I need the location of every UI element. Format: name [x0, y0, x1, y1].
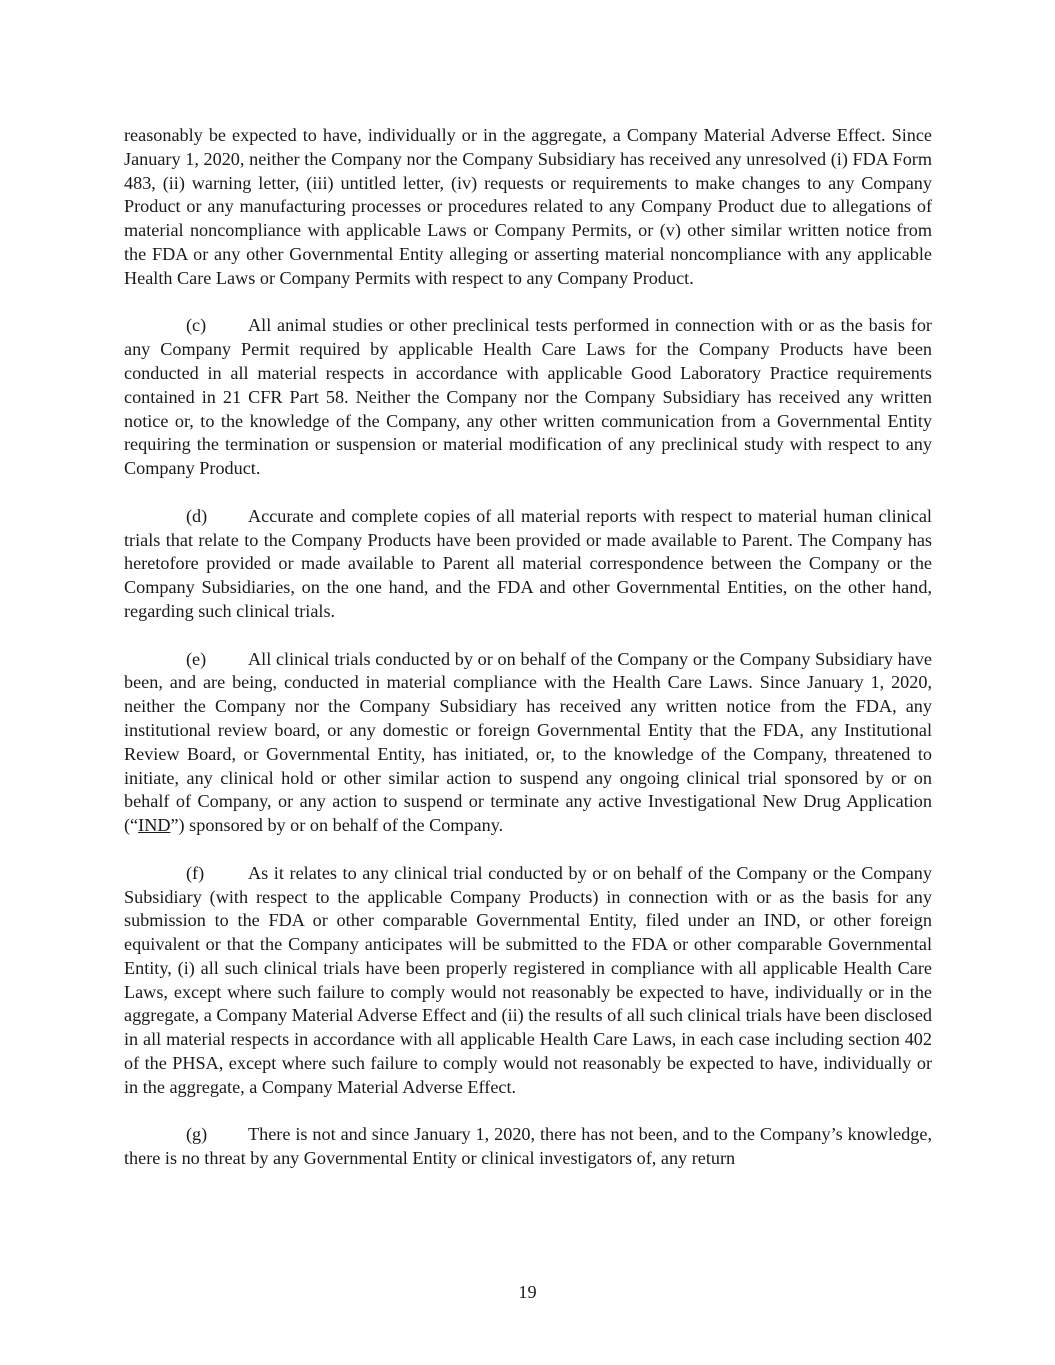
paragraph-text: reasonably be expected to have, individually or in the aggregate, a Company Material Adverse Effect. Since January 1, 2020, neither the Company nor the Company Subsidiary has received any unresolved (i) FDA Form 483, (ii) warning letter, (iii) untitled letter, (iv) requests or requirements to make changes to any Company Product or any manufacturing processes or procedures related to any Company Product due to allegations of material noncompliance with applicable Laws or Company Permits, or (v) other similar written notice from the FDA or any other Governmental Entity alleging or asserting material noncompliance with any applicable Health Care Laws or Company Permits with respect to any Company Product.: [124, 125, 932, 288]
paragraph-text: As it relates to any clinical trial conducted by or on behalf of the Company or the Company Subsidiary (with respect to the applicable Company Products) in connection with or as the basis for any submission to the FDA or other comparable Governmental Entity, filed under an IND, or other foreign equivalent or that the Company anticipates will be submitted to the FDA or other comparable Governmental Entity, (i) all such clinical trials have been properly registered in compliance with all applicable Health Care Laws, except where such failure to comply would not reasonably be expected to have, individually or in the aggregate, a Company Material Adverse Effect and (ii) the results of all such clinical trials have been disclosed in all material respects in accordance with all applicable Health Care Laws, in each case including section 402 of the PHSA, except where such failure to comply would not reasonably be expected to have, individually or in the aggregate, a Company Material Adverse Effect.: [124, 862, 932, 1097]
paragraph-e: [124, 648, 932, 838]
paragraph-label: (d): [186, 505, 208, 526]
paragraph-text: All animal studies or other preclinical tests performed in connection with or as the basis for any Company Permit required by applicable Health Care Laws for the Company Products have been conducted in all material respects in accordance with applicable Good Laboratory Practice requirements contained in 21 CFR Part 58. Neither the Company nor the Company Subsidiary has received any written notice or, to the knowledge of the Company, any other written communication from a Governmental Entity requiring the termination or suspension or material modification of any preclinical study with respect to any Company Product.: [124, 315, 932, 479]
paragraph-text: There is not and since January 1, 2020, there has not been, and to the Company’s knowledge, there is no threat by any Governmental Entity or clinical investigators of, any return: [124, 1124, 932, 1169]
paragraph-c: [124, 314, 932, 481]
paragraph-text-before: All clinical trials conducted by or on behalf of the Company or the Company Subsidiary have been, and are being, conducted in material compliance with the Health Care Laws. Since January 1, 2020, neither the Company nor the Company Subsidiary has received any written notice from the FDA, any institutional review board, or any domestic or foreign Governmental Entity that the FDA, any Institutional Review Board, or Governmental Entity, has initiated, or, to the knowledge of the Company, threatened to initiate, any clinical hold or other similar action to suspend any ongoing clinical trial sponsored by or on behalf of Company, or any action to suspend or terminate any active Investigational New Drug Application (“: [124, 648, 932, 836]
paragraph-f: [124, 862, 932, 1100]
paragraph-label: (e): [186, 648, 207, 669]
paragraph-d: [124, 505, 932, 624]
defined-term-ind: IND: [138, 815, 171, 836]
paragraph-text-after: ”) sponsored by or on behalf of the Company.: [170, 815, 504, 836]
paragraph-label: (g): [186, 1124, 208, 1145]
page-number: 19: [518, 1282, 537, 1302]
paragraph-label: (c): [186, 315, 207, 336]
paragraph-g: [124, 1123, 932, 1171]
document-body: [124, 124, 932, 1171]
paragraph-text: Accurate and complete copies of all material reports with respect to material human clinical trials that relate to the Company Products have been provided or made available to Parent. The Company has heretofore provided or made available to Parent all material correspondence between the Company or the Company Subsidiaries, on the one hand, and the FDA and other Governmental Entities, on the other hand, regarding such clinical trials.: [124, 505, 932, 621]
paragraph-label: (f): [186, 862, 205, 883]
paragraph-carryover: [124, 124, 932, 291]
